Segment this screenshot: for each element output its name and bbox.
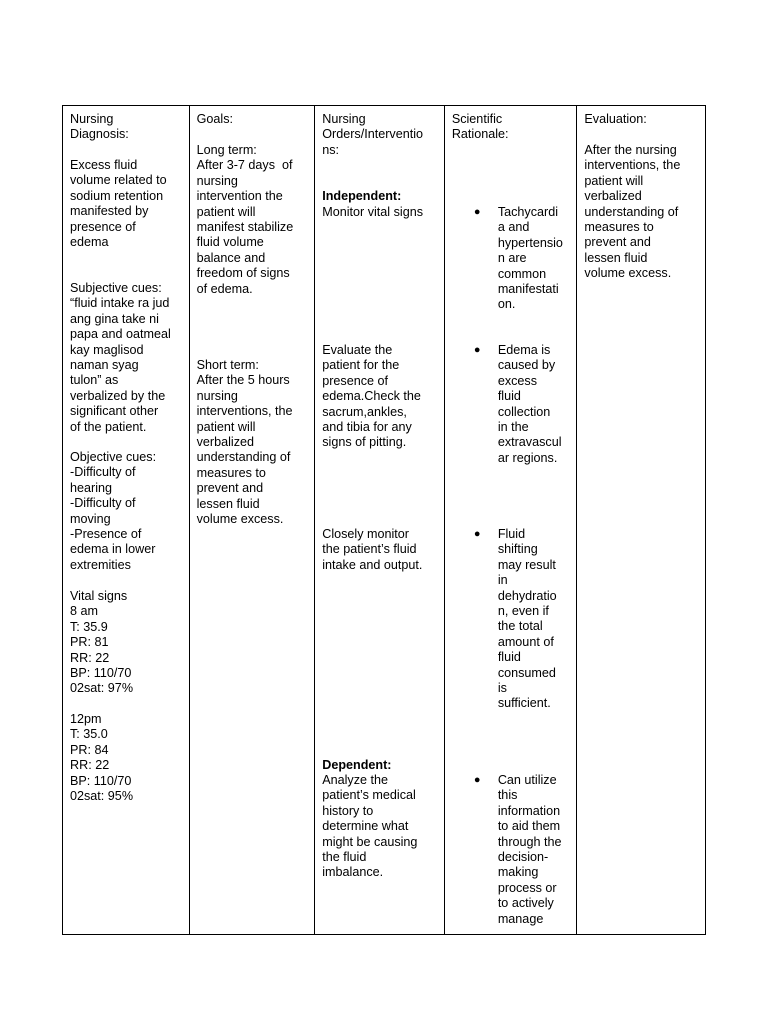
- rationale-item: [452, 205, 571, 313]
- column-interventions: [315, 106, 445, 934]
- long-term-goal: Long term: After 3-7 days of nursing intervention the patient will manifest stabilize fluid volume balance and freedom of signs of edema.: [196, 143, 294, 296]
- rationale-item: [452, 343, 571, 466]
- header-interventions: Nursing Orders/Interventio ns:: [322, 112, 424, 157]
- column-rationale: [445, 106, 578, 934]
- rationale-text-2: Edema is caused by excess fluid collection in the extravascul ar regions.: [497, 343, 562, 465]
- diagnosis-statement: Excess fluid volume related to sodium retention manifested by presence of edema: [70, 158, 167, 250]
- bullet-icon: ●: [473, 774, 481, 786]
- intervention-monitor-vitals: Monitor vital signs: [322, 205, 424, 219]
- evaluation-text: After the nursing interventions, the patient will verbalized understanding of measures to prevent and lessen fluid volume excess.: [584, 143, 681, 281]
- column-nursing-diagnosis: [63, 106, 190, 934]
- bullet-icon: ●: [473, 344, 481, 356]
- bullet-icon: ●: [473, 206, 481, 218]
- rationale-text-4: Can utilize this information to aid them through the decision- making process or to actively manage: [497, 773, 562, 926]
- header-rationale: Scientific Rationale:: [451, 112, 509, 142]
- intervention-evaluate-edema: Evaluate the patient for the presence of edema.Check the sacrum,ankles, and tibia for any signs of pitting.: [322, 343, 421, 450]
- rationale-text-1: Tachycardi a and hypertensio n are common manifestati on.: [497, 205, 563, 312]
- objective-cues: Objective cues: -Difficulty of hearing -Difficulty of moving -Presence of edema in lower extremities: [70, 450, 157, 572]
- vital-signs-8am: Vital signs 8 am T: 35.9 PR: 81 RR: 22 BP: 110/70 02sat: 97%: [70, 589, 134, 696]
- intervention-monitor-intake-output: Closely monitor the patient’s fluid intake and output.: [322, 527, 423, 572]
- rationale-text-3: Fluid shifting may result in dehydratio n, even if the total amount of fluid consumed is sufficient.: [497, 527, 557, 711]
- dependent-label: Dependent:: [322, 758, 392, 772]
- rationale-item: [452, 773, 571, 927]
- short-term-goal: Short term: After the 5 hours nursing interventions, the patient will verbalized understanding of measures to prevent and lessen fluid volume excess.: [196, 358, 293, 527]
- header-nursing-diagnosis: Nursing Diagnosis:: [70, 112, 129, 142]
- intervention-analyze-history: Analyze the patient’s medical history to determine what might be causing the fluid imbalance.: [322, 773, 418, 880]
- bullet-icon: ●: [473, 528, 481, 540]
- header-evaluation: Evaluation:: [584, 112, 647, 126]
- independent-label: Independent:: [322, 189, 402, 203]
- rationale-item: [452, 527, 571, 712]
- column-evaluation: [577, 106, 705, 934]
- column-goals: [190, 106, 316, 934]
- nursing-care-plan-table: [62, 105, 706, 935]
- subjective-cues: Subjective cues: “fluid intake ra jud ang gina take ni papa and oatmeal kay maglisod naman syag tulon” as verbalized by the significant other of the patient.: [70, 281, 171, 434]
- vital-signs-12pm: 12pm T: 35.0 PR: 84 RR: 22 BP: 110/70 02sat: 95%: [70, 712, 134, 804]
- header-goals: Goals:: [196, 112, 234, 126]
